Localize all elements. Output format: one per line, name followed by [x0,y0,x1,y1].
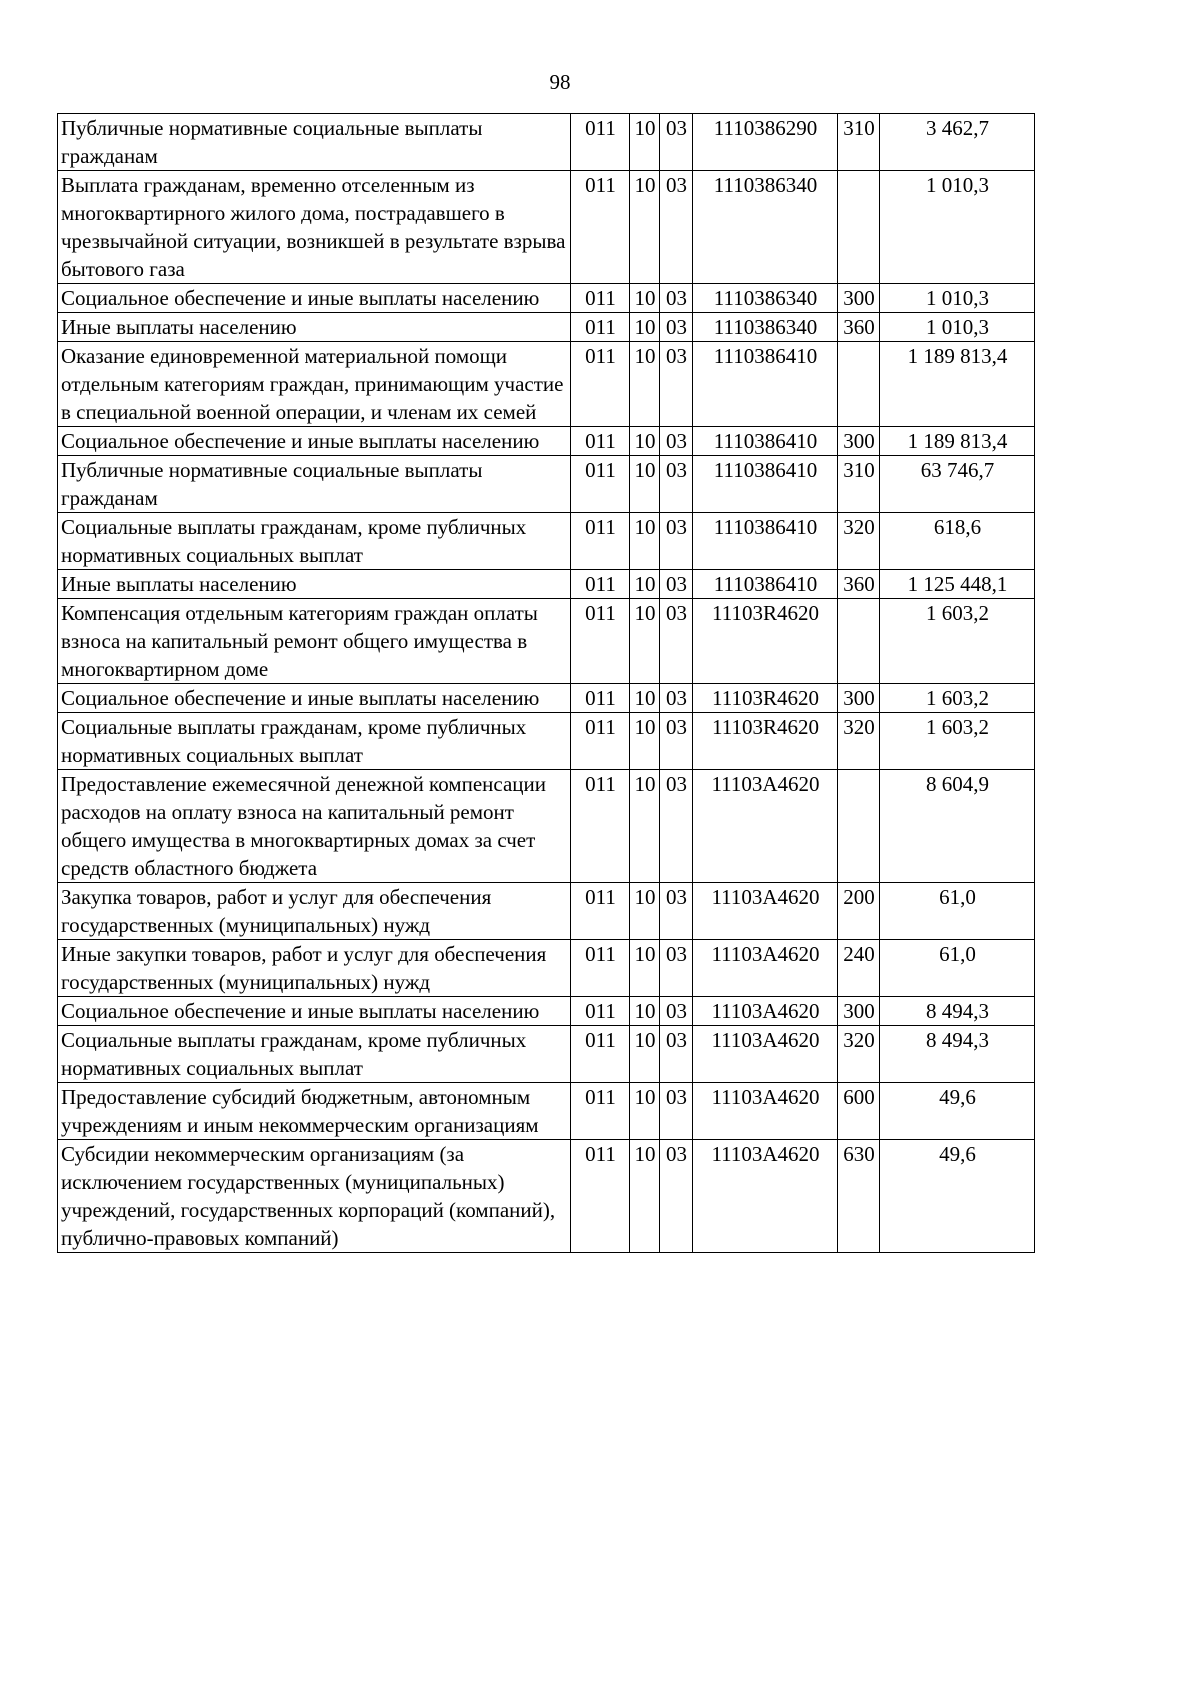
row-section-code-cell: 10 [630,427,660,456]
row-target-article-cell: 11103R4620 [693,713,838,770]
row-name-cell: Социальное обеспечение и иные выплаты населению [58,684,571,713]
row-name-cell: Выплата гражданам, временно отселенным из многоквартирного жилого дома, пострадавшего в чрезвычайной ситуации, возникшей в результате взрыва бытового газа [58,171,571,284]
row-amount-cell: 1 189 813,4 [880,342,1035,427]
table-row [58,713,1035,770]
row-section-code-cell: 10 [630,513,660,570]
row-expense-type-cell: 310 [838,114,880,171]
table-row [58,684,1035,713]
row-subsection-code-cell: 03 [660,284,693,313]
row-admin-code-cell: 011 [571,599,630,684]
row-target-article-cell: 1110386410 [693,513,838,570]
row-section-code-cell: 10 [630,1140,660,1253]
table-row [58,313,1035,342]
row-amount-cell: 8 494,3 [880,1026,1035,1083]
table-row [58,1083,1035,1140]
row-name-cell: Социальное обеспечение и иные выплаты населению [58,284,571,313]
row-section-code-cell: 10 [630,940,660,997]
table-row [58,114,1035,171]
row-expense-type-cell: 310 [838,456,880,513]
row-target-article-cell: 1110386340 [693,284,838,313]
row-subsection-code-cell: 03 [660,427,693,456]
row-amount-cell: 63 746,7 [880,456,1035,513]
row-subsection-code-cell: 03 [660,313,693,342]
table-row [58,427,1035,456]
row-name-cell: Закупка товаров, работ и услуг для обеспечения государственных (муниципальных) нужд [58,883,571,940]
row-expense-type-cell: 300 [838,284,880,313]
row-subsection-code-cell: 03 [660,513,693,570]
page-number: 98 [549,70,571,94]
row-name-cell: Компенсация отдельным категориям граждан оплаты взноса на капитальный ремонт общего имущества в многоквартирном доме [58,599,571,684]
row-target-article-cell: 11103А4620 [693,1083,838,1140]
row-subsection-code-cell: 03 [660,456,693,513]
row-name-cell: Иные закупки товаров, работ и услуг для обеспечения государственных (муниципальных) нужд [58,940,571,997]
row-section-code-cell: 10 [630,713,660,770]
row-name-cell: Предоставление субсидий бюджетным, автономным учреждениям и иным некоммерческим организациям [58,1083,571,1140]
row-amount-cell: 1 010,3 [880,313,1035,342]
table-row [58,342,1035,427]
row-admin-code-cell: 011 [571,684,630,713]
row-admin-code-cell: 011 [571,997,630,1026]
row-admin-code-cell: 011 [571,1083,630,1140]
row-admin-code-cell: 011 [571,1140,630,1253]
row-amount-cell: 61,0 [880,940,1035,997]
row-subsection-code-cell: 03 [660,940,693,997]
row-target-article-cell: 11103R4620 [693,599,838,684]
row-section-code-cell: 10 [630,883,660,940]
table-row [58,1026,1035,1083]
row-subsection-code-cell: 03 [660,1083,693,1140]
row-amount-cell: 49,6 [880,1083,1035,1140]
row-section-code-cell: 10 [630,456,660,513]
row-admin-code-cell: 011 [571,770,630,883]
row-subsection-code-cell: 03 [660,1026,693,1083]
row-name-cell: Субсидии некоммерческим организациям (за исключением государственных (муниципальных) учреждений, государственных корпораций (компаний), публично-правовых компаний) [58,1140,571,1253]
row-expense-type-cell: 320 [838,1026,880,1083]
row-admin-code-cell: 011 [571,284,630,313]
row-name-cell: Предоставление ежемесячной денежной компенсации расходов на оплату взноса на капитальный ремонт общего имущества в многоквартирных домах за счет средств областного бюджета [58,770,571,883]
row-admin-code-cell: 011 [571,570,630,599]
row-target-article-cell: 11103R4620 [693,684,838,713]
row-name-cell: Публичные нормативные социальные выплаты гражданам [58,456,571,513]
row-section-code-cell: 10 [630,114,660,171]
row-amount-cell: 1 010,3 [880,284,1035,313]
row-target-article-cell: 1110386410 [693,456,838,513]
row-amount-cell: 1 125 448,1 [880,570,1035,599]
table-row [58,1140,1035,1253]
row-amount-cell: 61,0 [880,883,1035,940]
row-name-cell: Иные выплаты населению [58,313,571,342]
budget-table [57,113,1035,1253]
row-target-article-cell: 11103А4620 [693,940,838,997]
row-expense-type-cell: 600 [838,1083,880,1140]
row-subsection-code-cell: 03 [660,684,693,713]
row-subsection-code-cell: 03 [660,770,693,883]
row-amount-cell: 1 603,2 [880,713,1035,770]
table-row [58,284,1035,313]
row-section-code-cell: 10 [630,313,660,342]
row-target-article-cell: 1110386410 [693,570,838,599]
row-section-code-cell: 10 [630,770,660,883]
row-subsection-code-cell: 03 [660,997,693,1026]
row-section-code-cell: 10 [630,171,660,284]
table-row [58,883,1035,940]
row-subsection-code-cell: 03 [660,713,693,770]
row-name-cell: Социальное обеспечение и иные выплаты населению [58,427,571,456]
row-target-article-cell: 11103А4620 [693,997,838,1026]
row-admin-code-cell: 011 [571,1026,630,1083]
table-row [58,770,1035,883]
row-target-article-cell: 1110386340 [693,313,838,342]
budget-table-body [58,114,1035,1253]
row-target-article-cell: 11103А4620 [693,1140,838,1253]
row-target-article-cell: 11103А4620 [693,883,838,940]
row-amount-cell: 8 494,3 [880,997,1035,1026]
row-subsection-code-cell: 03 [660,342,693,427]
row-admin-code-cell: 011 [571,114,630,171]
row-target-article-cell: 11103А4620 [693,770,838,883]
row-section-code-cell: 10 [630,684,660,713]
row-expense-type-cell: 300 [838,684,880,713]
row-admin-code-cell: 011 [571,456,630,513]
table-row [58,599,1035,684]
row-section-code-cell: 10 [630,599,660,684]
row-admin-code-cell: 011 [571,940,630,997]
row-amount-cell: 8 604,9 [880,770,1035,883]
row-expense-type-cell [838,599,880,684]
row-section-code-cell: 10 [630,342,660,427]
row-target-article-cell: 1110386410 [693,427,838,456]
row-expense-type-cell: 320 [838,513,880,570]
row-subsection-code-cell: 03 [660,114,693,171]
row-name-cell: Публичные нормативные социальные выплаты гражданам [58,114,571,171]
row-expense-type-cell: 200 [838,883,880,940]
row-admin-code-cell: 011 [571,342,630,427]
row-expense-type-cell: 300 [838,997,880,1026]
row-subsection-code-cell: 03 [660,883,693,940]
row-amount-cell: 1 010,3 [880,171,1035,284]
row-target-article-cell: 1110386290 [693,114,838,171]
row-target-article-cell: 1110386410 [693,342,838,427]
row-admin-code-cell: 011 [571,171,630,284]
row-name-cell: Социальные выплаты гражданам, кроме публичных нормативных социальных выплат [58,513,571,570]
row-admin-code-cell: 011 [571,513,630,570]
row-name-cell: Социальные выплаты гражданам, кроме публичных нормативных социальных выплат [58,1026,571,1083]
row-expense-type-cell [838,770,880,883]
row-admin-code-cell: 011 [571,713,630,770]
row-name-cell: Оказание единовременной материальной помощи отдельным категориям граждан, принимающим участие в специальной военной операции, и членам их семей [58,342,571,427]
row-expense-type-cell: 360 [838,570,880,599]
row-section-code-cell: 10 [630,570,660,599]
table-row [58,997,1035,1026]
row-amount-cell: 1 189 813,4 [880,427,1035,456]
table-row [58,570,1035,599]
row-expense-type-cell: 240 [838,940,880,997]
row-amount-cell: 3 462,7 [880,114,1035,171]
row-subsection-code-cell: 03 [660,1140,693,1253]
row-expense-type-cell [838,342,880,427]
row-amount-cell: 618,6 [880,513,1035,570]
row-amount-cell: 1 603,2 [880,599,1035,684]
row-section-code-cell: 10 [630,1026,660,1083]
row-expense-type-cell: 300 [838,427,880,456]
row-expense-type-cell [838,171,880,284]
table-row [58,940,1035,997]
row-section-code-cell: 10 [630,1083,660,1140]
row-target-article-cell: 1110386340 [693,171,838,284]
table-row [58,513,1035,570]
table-row [58,456,1035,513]
row-admin-code-cell: 011 [571,427,630,456]
row-expense-type-cell: 320 [838,713,880,770]
row-admin-code-cell: 011 [571,313,630,342]
row-subsection-code-cell: 03 [660,599,693,684]
row-target-article-cell: 11103А4620 [693,1026,838,1083]
row-expense-type-cell: 360 [838,313,880,342]
row-amount-cell: 1 603,2 [880,684,1035,713]
row-name-cell: Социальные выплаты гражданам, кроме публичных нормативных социальных выплат [58,713,571,770]
row-expense-type-cell: 630 [838,1140,880,1253]
row-amount-cell: 49,6 [880,1140,1035,1253]
row-subsection-code-cell: 03 [660,171,693,284]
row-subsection-code-cell: 03 [660,570,693,599]
table-row [58,171,1035,284]
row-section-code-cell: 10 [630,997,660,1026]
row-admin-code-cell: 011 [571,883,630,940]
row-name-cell: Иные выплаты населению [58,570,571,599]
row-section-code-cell: 10 [630,284,660,313]
row-name-cell: Социальное обеспечение и иные выплаты населению [58,997,571,1026]
